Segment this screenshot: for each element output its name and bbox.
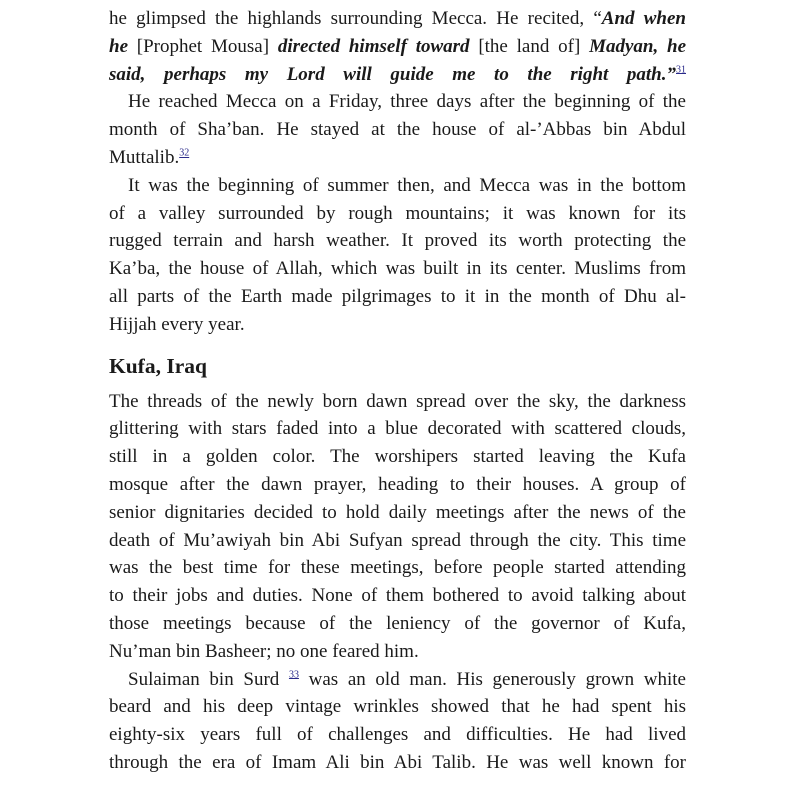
text-run: those meetings because of the leniency of the governor of Kufa, bbox=[109, 612, 686, 634]
text-run: all parts of the Earth made pilgrimages to it in the month of Dhu al- bbox=[109, 285, 686, 307]
text-run: through the era of Imam Ali bin Abi Talib. He was well known for bbox=[109, 751, 686, 773]
text-line bbox=[109, 144, 686, 172]
text-run: Ka’ba, the house of Allah, which was built in its center. Muslims from bbox=[109, 258, 686, 280]
paragraph-p4 bbox=[109, 388, 686, 666]
body-text bbox=[109, 5, 686, 777]
text-line bbox=[109, 61, 686, 89]
text-run: Nu’man bin Basheer; no one feared him. bbox=[109, 640, 419, 662]
text-run: The threads of the newly born dawn spread over the sky, the darkness bbox=[109, 390, 686, 412]
text-line bbox=[109, 255, 686, 283]
text-line bbox=[109, 582, 686, 610]
footnote-link[interactable]: 33 bbox=[288, 669, 299, 681]
text-line bbox=[109, 172, 686, 200]
text-run: still in a golden color. The worshipers started leaving the Kufa bbox=[109, 446, 686, 468]
paragraph-p5 bbox=[109, 666, 686, 777]
text-line bbox=[109, 311, 686, 339]
text-run: Muttalib. bbox=[109, 146, 180, 168]
text-run: was an old man. His generously grown white bbox=[298, 668, 686, 690]
paragraph-p3 bbox=[109, 172, 686, 339]
text-line bbox=[109, 200, 686, 228]
text-run: eighty-six years full of challenges and difficulties. He had lived bbox=[109, 724, 686, 746]
text-line bbox=[109, 638, 686, 666]
text-line bbox=[109, 527, 686, 555]
text-line bbox=[109, 5, 686, 33]
text-line bbox=[109, 610, 686, 638]
text-line bbox=[109, 443, 686, 471]
text-run: to their jobs and duties. None of them bothered to avoid talking about bbox=[109, 585, 686, 607]
text-line bbox=[109, 693, 686, 721]
quran-quote: said, perhaps my Lord will guide me to the right path.” bbox=[109, 63, 676, 85]
text-line bbox=[109, 554, 686, 582]
text-run: He reached Mecca on a Friday, three days after the beginning of the bbox=[128, 91, 686, 113]
text-run: of a valley surrounded by rough mountains; it was known for its bbox=[109, 202, 686, 224]
text-line bbox=[109, 283, 686, 311]
quran-quote: he bbox=[109, 35, 128, 57]
section-heading: Kufa, Iraq bbox=[109, 353, 207, 378]
text-line bbox=[109, 721, 686, 749]
text-run: senior dignitaries decided to hold daily meetings after the news of the bbox=[109, 501, 686, 523]
text-run: glittering with stars faded into a blue decorated with scattered clouds, bbox=[109, 418, 686, 440]
text-line bbox=[109, 116, 686, 144]
text-line bbox=[109, 666, 686, 694]
text-run: was the best time for these meetings, before people started attending bbox=[109, 557, 686, 579]
text-line bbox=[109, 749, 686, 777]
text-run: he glimpsed the highlands surrounding Mecca. He recited, “ bbox=[109, 8, 602, 29]
footnote-link[interactable]: 32 bbox=[179, 147, 190, 159]
text-run: [the land of] bbox=[469, 35, 590, 57]
text-run: Hijjah every year. bbox=[109, 313, 245, 335]
paragraph-p2 bbox=[109, 88, 686, 171]
text-run: mosque after the dawn prayer, heading to their houses. A group of bbox=[109, 473, 686, 495]
paragraph-p1 bbox=[109, 5, 686, 88]
text-line bbox=[109, 499, 686, 527]
text-run: It was the beginning of summer then, and Mecca was in the bottom bbox=[128, 174, 686, 196]
text-line bbox=[109, 88, 686, 116]
footnote-link[interactable]: 31 bbox=[676, 64, 686, 76]
text-run: death of Mu’awiyah bin Abi Sufyan spread through the city. This time bbox=[109, 529, 686, 551]
text-run: [Prophet Mousa] bbox=[128, 35, 278, 57]
quran-quote: Madyan, he bbox=[589, 35, 687, 57]
text-line bbox=[109, 33, 686, 61]
text-line bbox=[109, 227, 686, 255]
quran-quote: directed himself toward bbox=[277, 35, 470, 57]
text-run: rugged terrain and harsh weather. It proved its worth protecting the bbox=[109, 230, 686, 252]
text-line bbox=[109, 471, 686, 499]
text-run: Sulaiman bin Surd bbox=[128, 668, 289, 690]
text-run: beard and his deep vintage wrinkles showed that he had spent his bbox=[109, 696, 686, 718]
text-line bbox=[109, 388, 686, 416]
quran-quote: And when bbox=[601, 8, 686, 29]
text-run: month of Sha’ban. He stayed at the house of al-’Abbas bin Abdul bbox=[109, 119, 686, 141]
text-line bbox=[109, 415, 686, 443]
